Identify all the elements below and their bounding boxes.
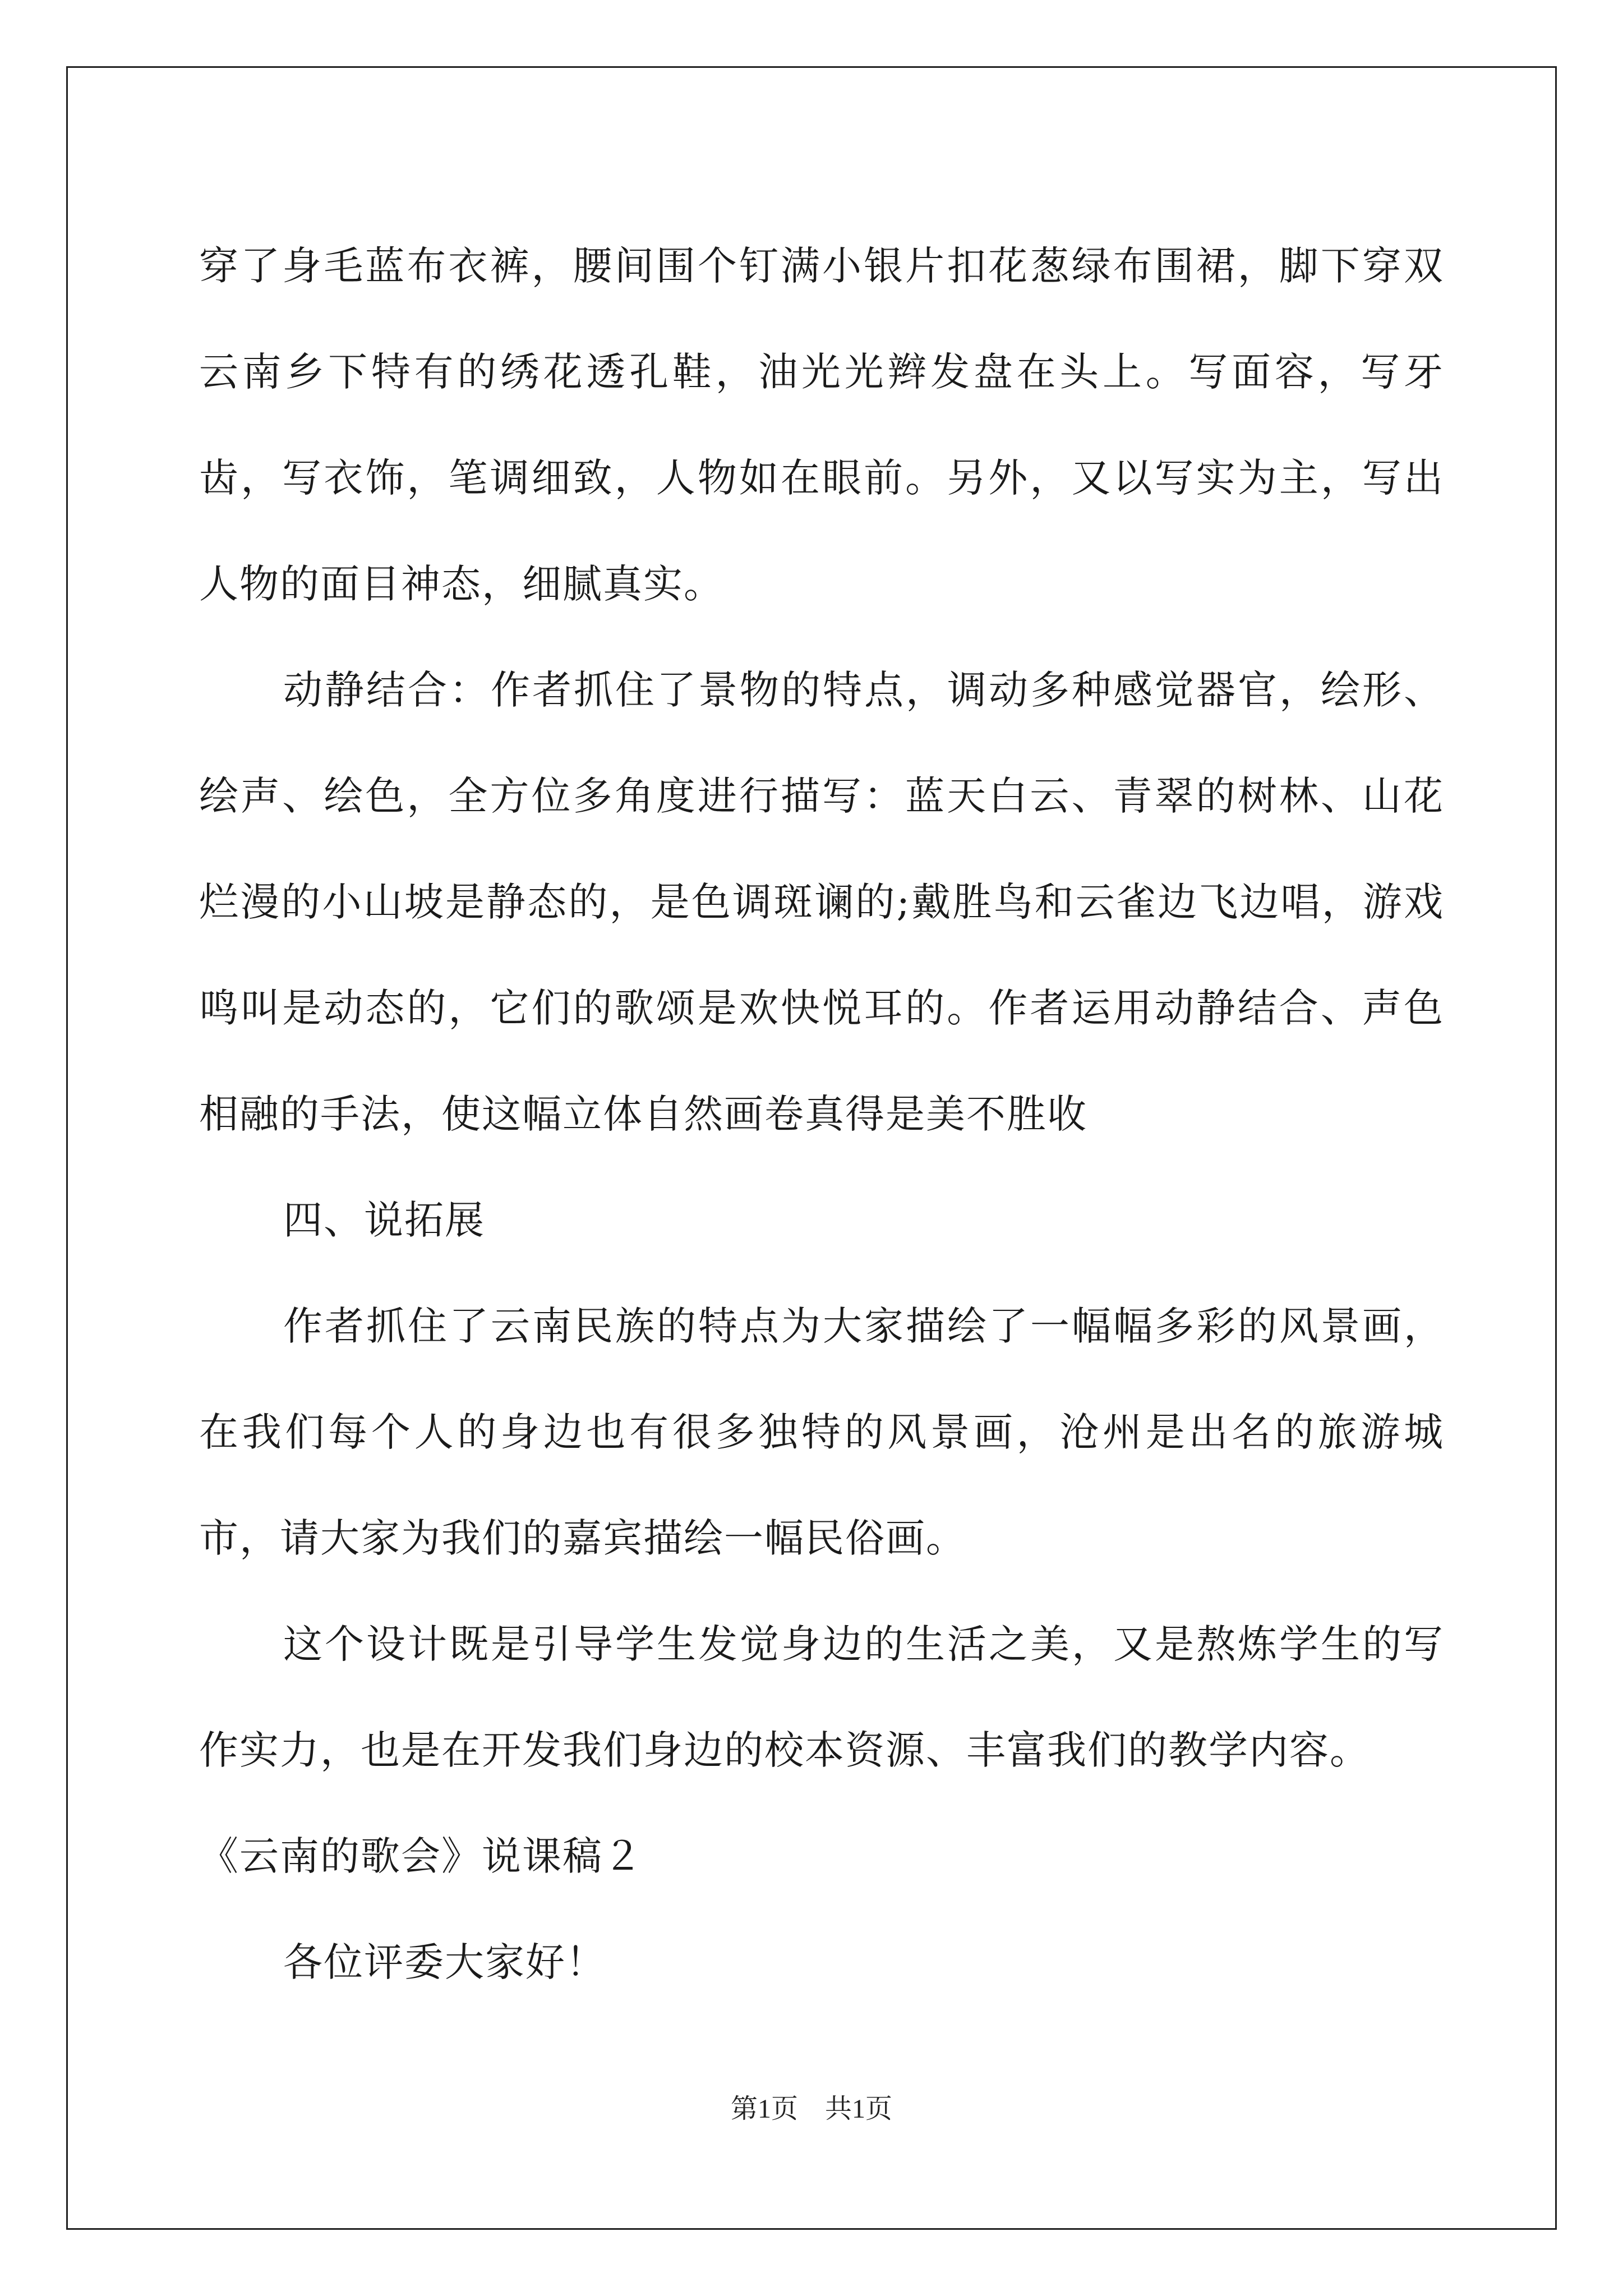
paragraph-dynamic-static: 动静结合：作者抓住了景物的特点，调动多种感觉器官，绘形、绘声、绘色，全方位多角度进行描写：蓝天白云、青翠的树林、山花烂漫的小山坡是静态的，是色调斑谰的;戴胜鸟和云雀边飞边唱，游戏鸣叫是动态的，它们的歌颂是欢快悦耳的。作者运用动静结合、声色相融的手法，使这幅立体自然画卷真得是美不胜收 [199,667,1444,1137]
paragraph-greeting: 各位评委大家好！ [283,1939,606,1985]
document-title: 《云南的歌会》说课稿２ [199,1833,643,1879]
paragraph-extension: 作者抓住了云南民族的特点为大家描绘了一幅幅多彩的风景画，在我们每个人的身边也有很多独特的风景画，沧州是出名的旅游城市，请大家为我们的嘉宾描绘一幅民俗画。 [199,1303,1444,1561]
paragraph-design: 这个设计既是引导学生发觉身边的生活之美，又是熬炼学生的写作实力，也是在开发我们身边的校本资源、丰富我们的教学内容。 [199,1621,1444,1773]
paragraph-description: 穿了身毛蓝布衣裤，腰间围个钉满小银片扣花葱绿布围裙，脚下穿双云南乡下特有的绣花透孔鞋，油光光辫发盘在头上。写面容，写牙齿，写衣饰，笔调细致，人物如在眼前。另外，又以写实为主，写出人物的面目神态，细腻真实。 [199,243,1444,607]
section-heading-extension: 四、说拓展 [283,1197,485,1243]
page-number: 第1页 共1页 [730,2094,892,2124]
document-body [199,213,1444,2016]
